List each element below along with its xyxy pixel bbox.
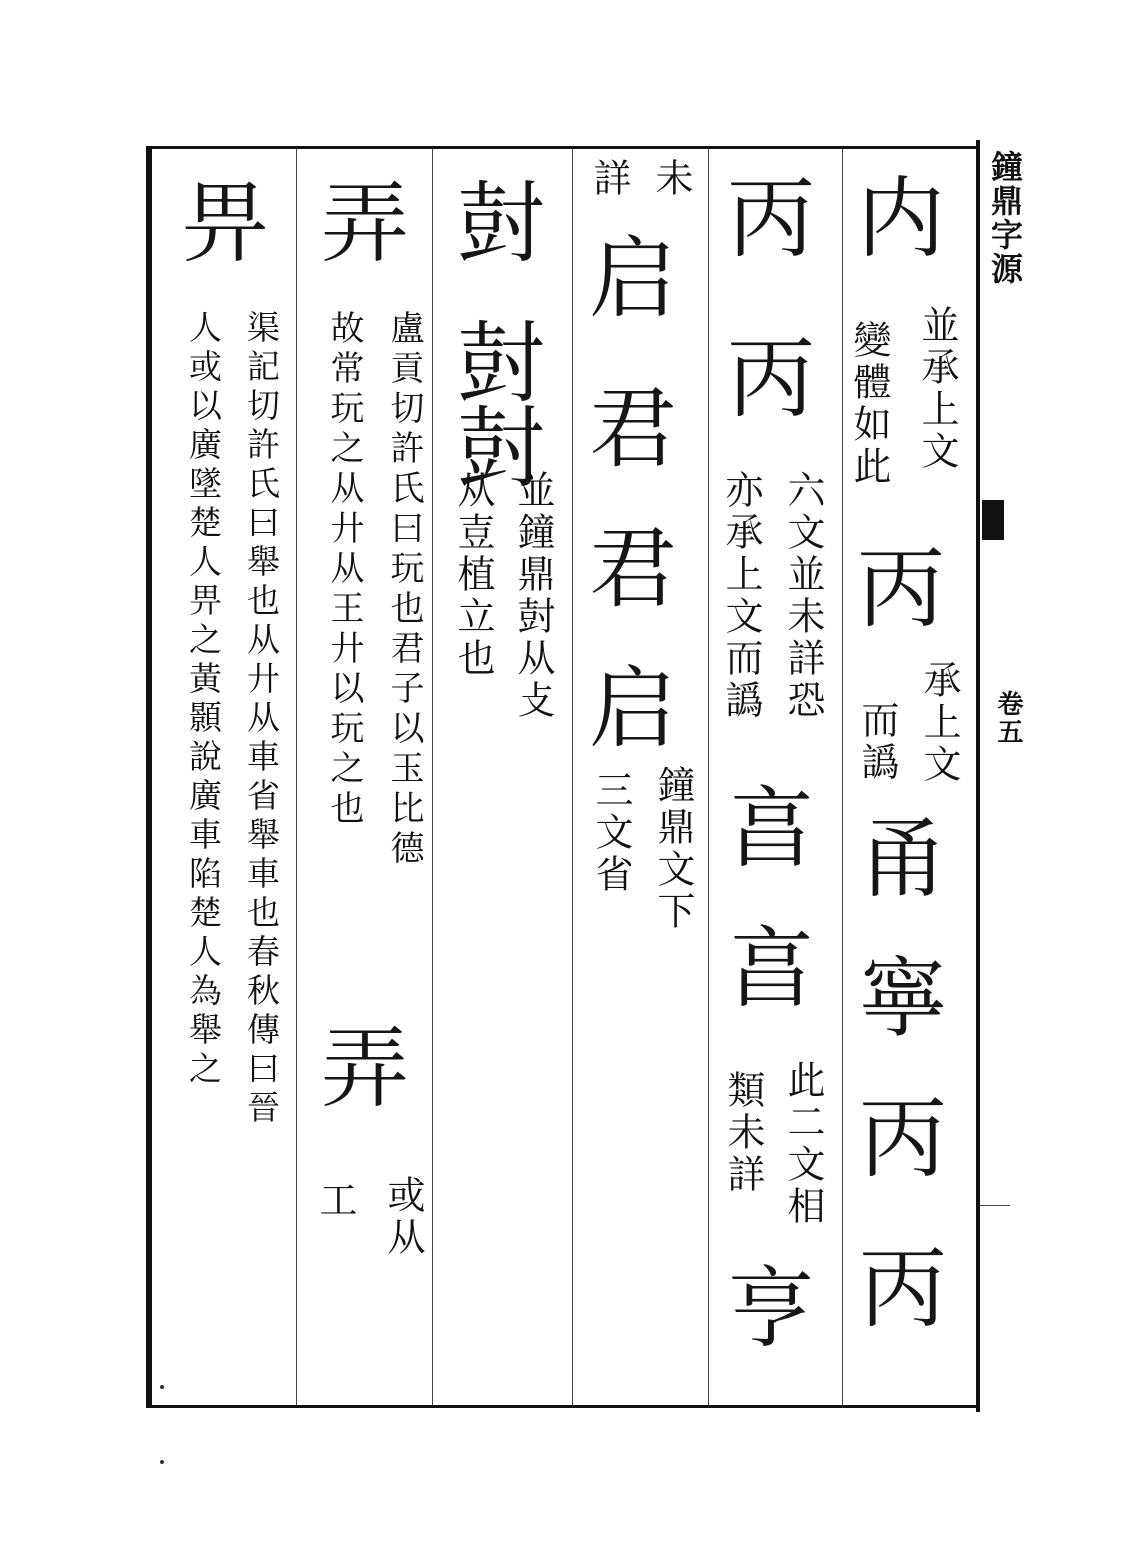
annotation: 工	[313, 1180, 357, 1222]
seal-glyph: 甬	[858, 807, 947, 910]
annotation: 並鐘鼎尌从攴	[511, 470, 555, 722]
column-rule	[572, 149, 573, 1405]
seal-glyph: 尌	[456, 172, 545, 275]
annotation: 鐘鼎文下	[651, 765, 695, 933]
seal-glyph: 亯	[726, 917, 815, 1020]
annotation: 類未詳	[721, 1070, 765, 1196]
annotation: 並承上文	[915, 305, 959, 473]
annotation: 亦承上文而譌	[719, 470, 763, 722]
seal-glyph: 启	[588, 227, 677, 330]
annotation: 渠記切許氏曰舉也从廾从車省舉車也春秋傳曰晉	[242, 310, 281, 1129]
frame-right-rule	[976, 140, 980, 1412]
seal-glyph: 弄	[320, 1017, 409, 1120]
annotation: 故常玩之从廾从王廾以玩之也	[324, 310, 364, 830]
annotation: 承上文	[917, 660, 961, 786]
annotation: 从壴植立也	[451, 470, 495, 680]
annotation: 盧貢切許氏曰玩也君子以玉比德	[384, 310, 424, 870]
annotation: 而譌	[855, 700, 899, 784]
ink-speck	[160, 1460, 164, 1464]
seal-glyph: 丙	[726, 167, 815, 270]
seal-glyph: 尌	[456, 312, 545, 415]
seal-glyph: 丙	[858, 1237, 947, 1340]
annotation: 三文省	[589, 770, 633, 896]
seal-glyph: 亯	[726, 777, 815, 880]
seal-glyph: 君	[588, 377, 677, 480]
seal-glyph: 畀	[180, 172, 269, 275]
seal-glyph: 内	[856, 167, 945, 270]
seal-glyph: 亨	[726, 1257, 815, 1360]
annotation: 未	[649, 158, 693, 200]
ink-speck	[160, 1385, 164, 1389]
margin-rule	[980, 1205, 1010, 1206]
seal-glyph: 君	[588, 517, 677, 620]
column-rule	[296, 149, 297, 1405]
annotation: 或从	[381, 1175, 425, 1259]
annotation: 人或以廣墜楚人畀之黃顥說廣車陷楚人為舉之	[184, 310, 223, 1090]
seal-glyph: 启	[588, 657, 677, 760]
juan-number: 卷五	[993, 690, 1023, 746]
book-title: 鐘鼎字源	[986, 150, 1024, 286]
column-rule	[708, 149, 709, 1405]
column-rule	[432, 149, 433, 1405]
seal-glyph: 弄	[320, 172, 409, 275]
seal-glyph: 寧	[858, 947, 947, 1050]
seal-glyph: 丙	[858, 1087, 947, 1190]
annotation: 變體如此	[847, 320, 891, 488]
seal-glyph: 丙	[856, 537, 945, 640]
seal-glyph: 丙	[726, 327, 815, 430]
annotation: 此二文相	[781, 1060, 825, 1228]
fishtail-mark	[982, 500, 1004, 540]
seal-glyph: 尌	[456, 397, 545, 500]
annotation: 六文並未詳恐	[781, 470, 825, 722]
annotation: 詳	[587, 158, 631, 200]
